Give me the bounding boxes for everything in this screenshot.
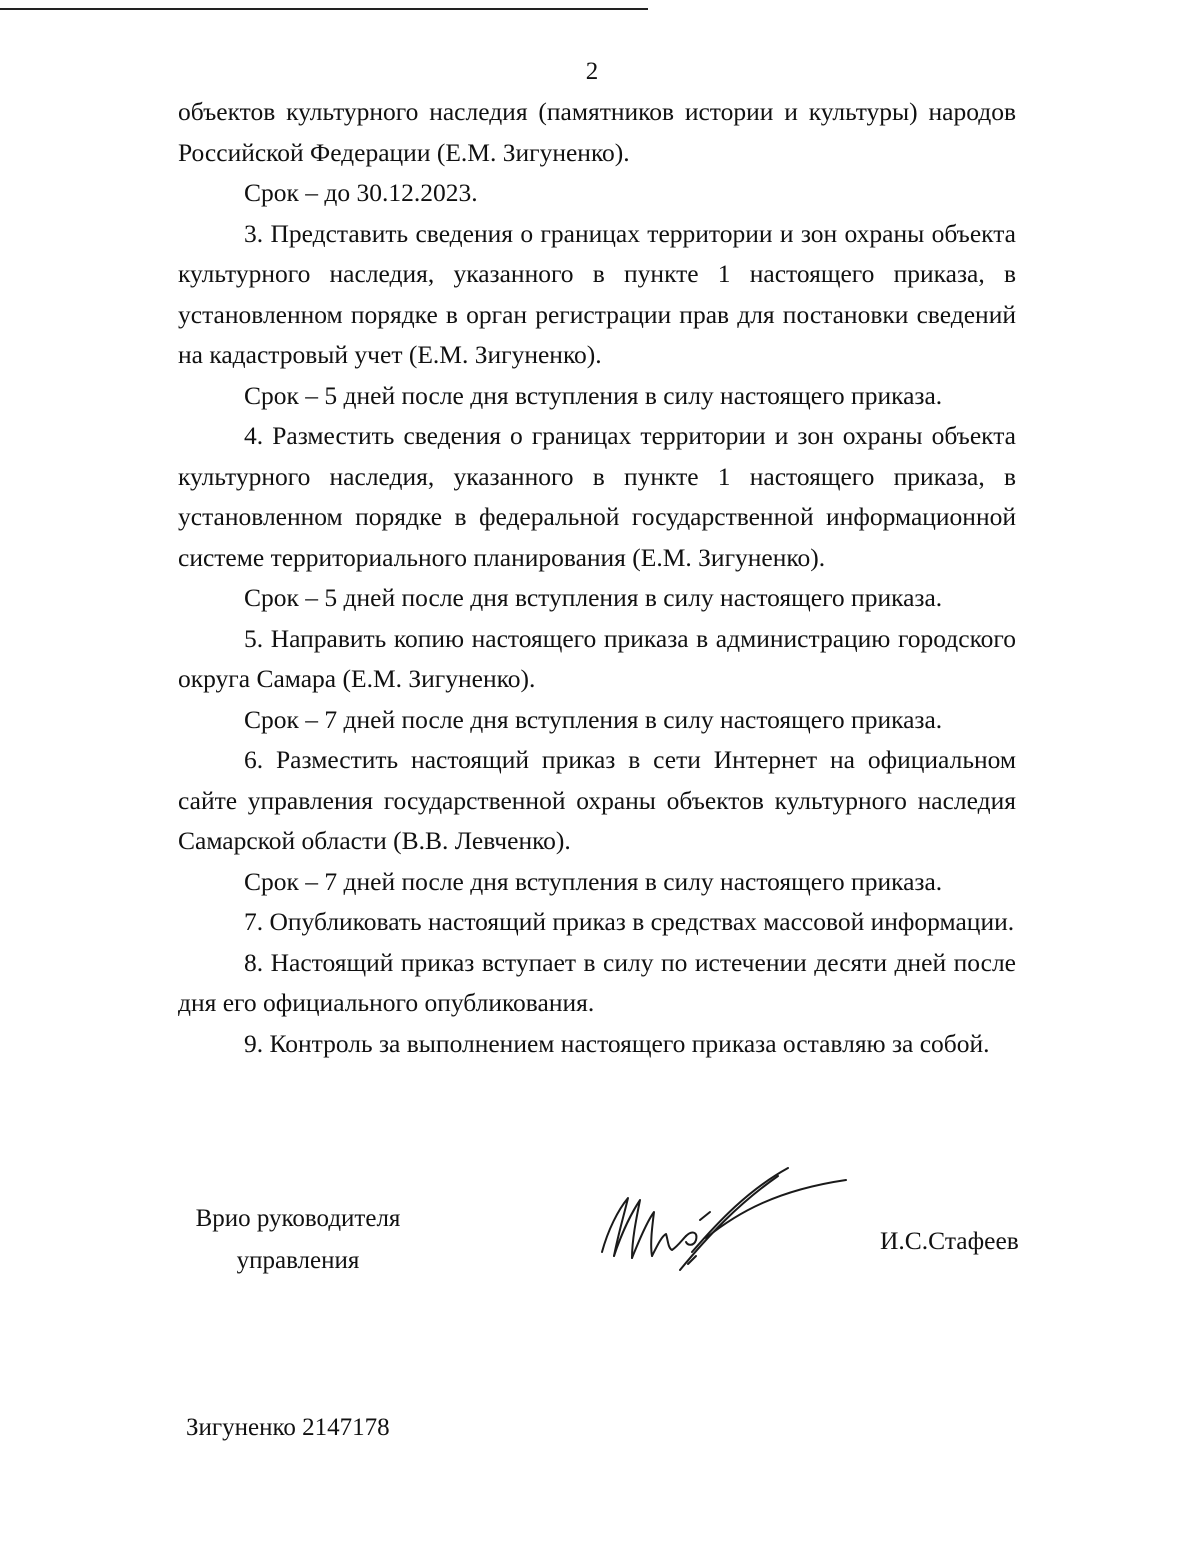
executor-contact: Зигуненко 2147178	[186, 1414, 390, 1441]
paragraph-item-3: 3. Представить сведения о границах территории и зон охраны объекта культурного наследия, указанного в пункте 1 настоящего приказа, в установленном порядке в орган регистрации прав для постановки сведений на кадастровый учет (Е.М. Зигуненко).	[178, 218, 1016, 369]
paragraph-deadline-3: Срок – 5 дней после дня вступления в силу настоящего приказа.	[244, 380, 943, 410]
handwritten-signature	[588, 1160, 858, 1280]
paragraph-deadline-5: Срок – 7 дней после дня вступления в силу настоящего приказа.	[244, 704, 943, 734]
paragraph-item-9: 9. Контроль за выполнением настоящего приказа оставляю за собой.	[244, 1028, 990, 1058]
page-number: 2	[585, 58, 599, 85]
paragraph-deadline-4: Срок – 5 дней после дня вступления в силу настоящего приказа.	[244, 583, 943, 612]
paragraph-continuation: объектов культурного наследия (памятников истории и культуры) народов Российской Федерации (Е.М. Зигуненко).	[178, 97, 1016, 167]
signatory-position-line2: управления	[236, 1247, 360, 1274]
signatory-position	[193, 1198, 403, 1282]
paragraph-deadline-1: Срок – до 30.12.2023.	[244, 178, 478, 207]
paragraph-item-7: 7. Опубликовать настоящий приказ в средствах массовой информации.	[244, 907, 1015, 936]
paragraph-deadline-6: Срок – 7 дней после дня вступления в силу настоящего приказа.	[244, 866, 943, 896]
document-body	[178, 92, 1016, 1064]
signatory-position-line1: Врио руководителя	[195, 1205, 401, 1232]
paragraph-item-8: 8. Настоящий приказ вступает в силу по истечении десяти дней после дня его официального опубликования.	[178, 947, 1016, 1017]
paragraph-item-4: 4. Разместить сведения о границах территории и зон охраны объекта культурного наследия, указанного в пункте 1 настоящего приказа, в установленном порядке в федеральной государственной информационной системе территориального планирования (Е.М. Зигуненко).	[178, 421, 1016, 572]
signer-name: И.С.Стафеев	[880, 1226, 1019, 1255]
paragraph-item-6: 6. Разместить настоящий приказ в сети Интернет на официальном сайте управления государственной охраны объектов культурного наследия Самарской области (В.В. Левченко).	[178, 745, 1016, 855]
paragraph-item-5: 5. Направить копию настоящего приказа в администрацию городского округа Самара (Е.М. Зигуненко).	[178, 623, 1016, 693]
top-rule	[0, 8, 648, 10]
